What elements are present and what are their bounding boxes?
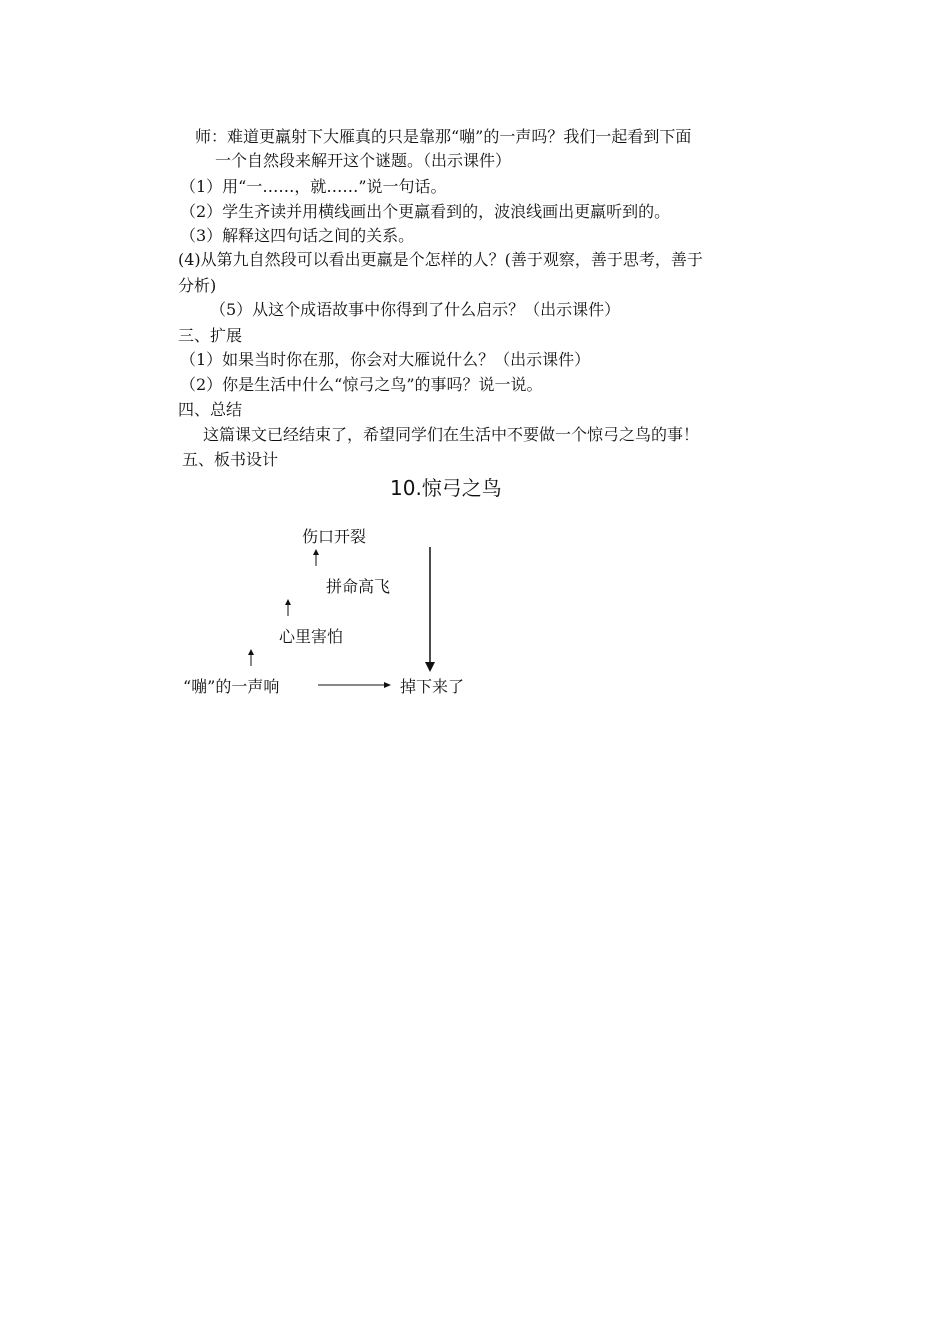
right-arrow-icon (318, 682, 391, 688)
list-item: (4)从第九自然段可以看出更羸是个怎样的人？(善于观察，善于思考，善于 (178, 250, 703, 269)
section-heading: 五、板书设计 (182, 450, 279, 469)
down-arrow-icon (425, 547, 435, 672)
section-heading: 四、总结 (178, 400, 243, 419)
up-arrow-icon (285, 599, 291, 616)
board-node-bowstring-sound: “嘣”的一声响 (183, 677, 280, 696)
list-item: （5）从这个成语故事中你得到了什么启示？（出示课件） (210, 300, 621, 319)
board-node-wound-open: 伤口开裂 (302, 527, 367, 546)
paragraph-line: 一个自然段来解开这个谜题。（出示课件） (215, 151, 512, 170)
paragraph-line: 这篇课文已经结束了，希望同学们在生活中不要做一个惊弓之鸟的事！ (203, 425, 700, 444)
list-item: （2）学生齐读并用横线画出个更羸看到的，波浪线画出更羸听到的。 (180, 202, 671, 221)
board-node-fly-hard: 拼命高飞 (326, 577, 391, 596)
list-item: （1）用“一……，就……”说一句话。 (180, 177, 447, 196)
list-item: （3）解释这四句话之间的关系。 (180, 226, 415, 245)
board-node-afraid: 心里害怕 (279, 627, 344, 646)
section-heading: 三、扩展 (178, 326, 243, 345)
board-title: 10.惊弓之鸟 (390, 476, 502, 500)
up-arrow-icon (313, 549, 319, 566)
up-arrow-icon (248, 649, 254, 666)
board-node-fall-down: 掉下来了 (400, 677, 465, 696)
list-item: （1）如果当时你在那，你会对大雁说什么？（出示课件） (180, 350, 591, 369)
paragraph-line: 师：难道更羸射下大雁真的只是靠那“嘣”的一声吗？我们一起看到下面 (195, 127, 692, 146)
list-item: （2）你是生活中什么“惊弓之鸟”的事吗？说一说。 (180, 375, 543, 394)
list-item-continuation: 分析) (178, 276, 217, 295)
